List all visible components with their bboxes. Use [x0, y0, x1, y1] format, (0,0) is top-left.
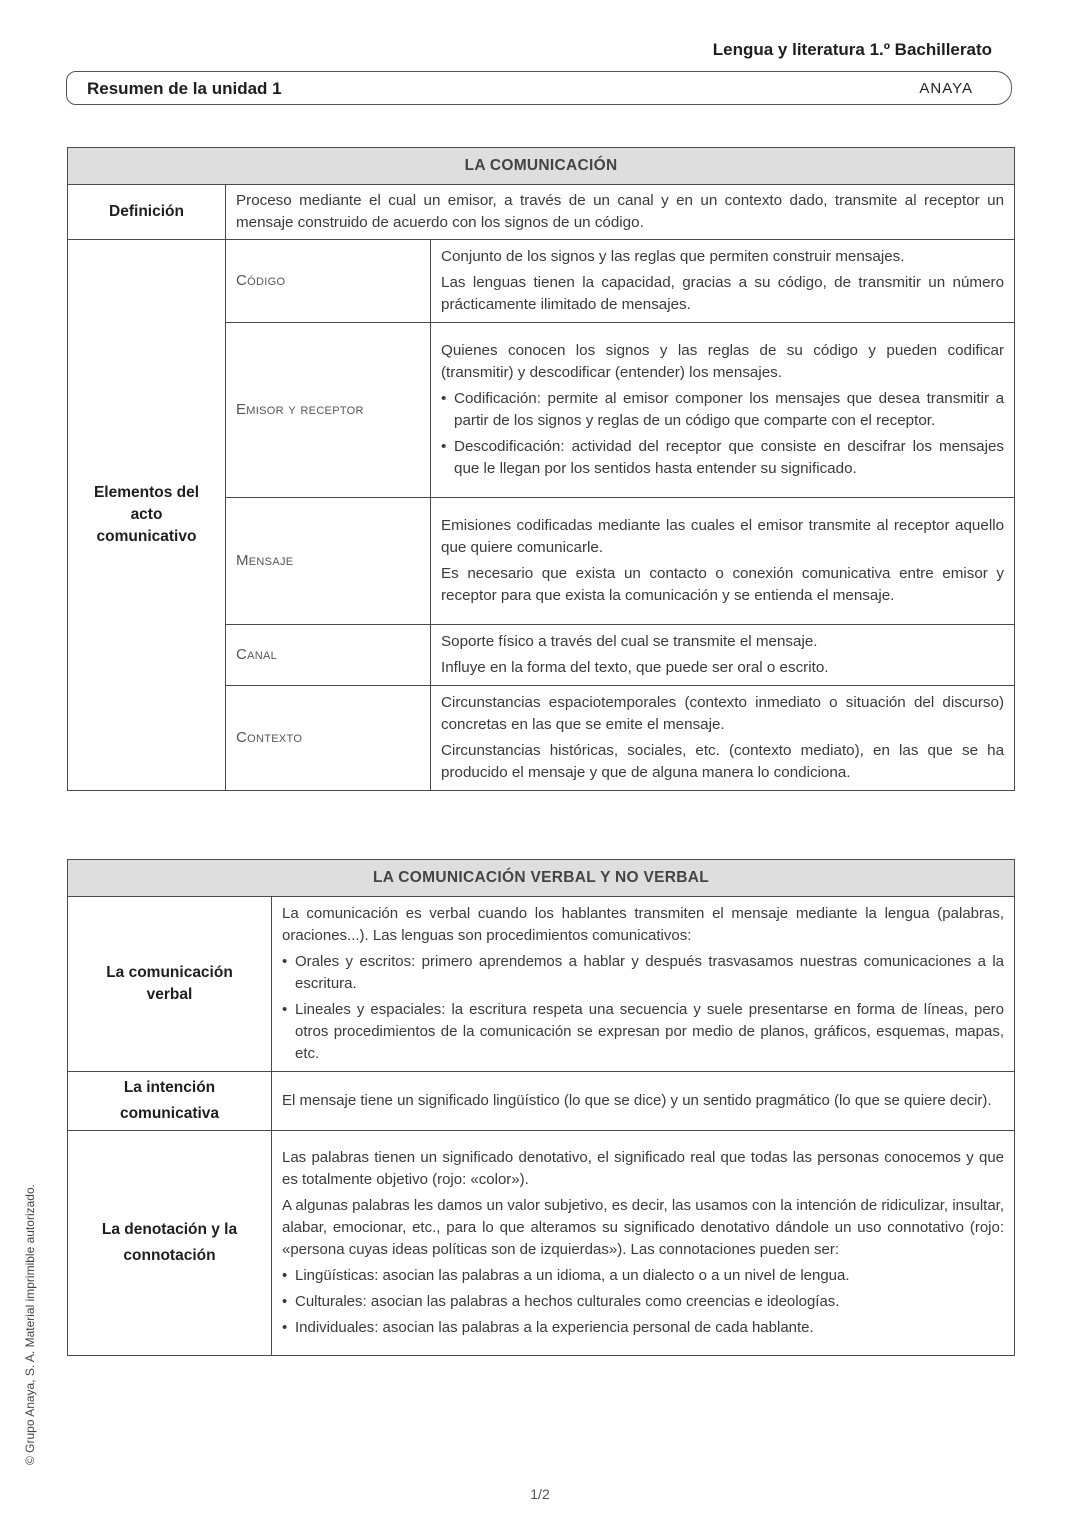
- table-la-comunicacion: [67, 147, 1015, 791]
- list-item: • Lineales y espaciales: la escritura respeta una secuencia y suele presentarse en forma de líneas, pero otros procedimientos de la comunicación se expresan por medio de planos, gráficos, esquemas, mapas, etc.: [282, 999, 1004, 1065]
- paragraph: Quienes conocen los signos y las reglas de su código y pueden codificar (transmitir) y descodificar (entender) los mensajes.: [441, 342, 1005, 381]
- bullet-list: [282, 1265, 1004, 1339]
- row-label: La comunicación verbal: [68, 897, 272, 1072]
- paragraph: Conjunto de los signos y las reglas que permiten construir mensajes.: [441, 248, 905, 265]
- paragraph: Soporte físico a través del cual se transmite el mensaje.: [441, 633, 818, 650]
- row-content: [272, 897, 1015, 1072]
- paragraph: Influye en la forma del texto, que puede ser oral o escrito.: [441, 659, 829, 676]
- row-label: La denotación y la connotación: [68, 1131, 272, 1356]
- table-title: LA COMUNICACIÓN: [68, 148, 1015, 185]
- list-item: • Orales y escritos: primero aprendemos a hablar y después trasvasamos nuestras comunicaciones a la escritura.: [282, 951, 1004, 995]
- unit-header-bar: [66, 71, 1012, 105]
- element-description: [431, 240, 1015, 323]
- list-item: • Lingüísticas: asocian las palabras a un idioma, a un dialecto o a un nivel de lengua.: [282, 1265, 1004, 1287]
- table-comunicacion-verbal: [67, 859, 1015, 1356]
- bullet-list: [441, 388, 1004, 480]
- element-name: Emisor y receptor: [226, 323, 431, 498]
- paragraph: A algunas palabras les damos un valor subjetivo, es decir, las usamos con la intención de ridiculizar, insultar, alabar, emocionar, etc., para lo que alteramos su significado denotativo dándole un uso connotativo (rojo: «persona cuyas ideas políticas son de izquierdas»). Las connotaciones pueden ser:: [282, 1197, 1005, 1258]
- paragraph: El mensaje tiene un significado lingüístico (lo que se dice) y un sentido pragmático (lo que se quiere decir).: [282, 1092, 992, 1109]
- bullet-list: [282, 951, 1004, 1065]
- anaya-logo-icon: ANAYA: [919, 80, 973, 97]
- table-title: LA COMUNICACIÓN VERBAL Y NO VERBAL: [68, 860, 1015, 897]
- row-label: Elementos del acto comunicativo: [68, 240, 226, 791]
- list-item: • Codificación: permite al emisor componer los mensajes que desea transmitir a partir de los signos y reglas de un código que comparte con el receptor.: [441, 388, 1004, 432]
- paragraph: Es necesario que exista un contacto o conexión comunicativa entre emisor y receptor para que exista la comunicación y se entienda el mensaje.: [441, 565, 1005, 604]
- paragraph: Las palabras tienen un significado denotativo, el significado real que todas las personas conocemos y que es totalmente objetivo (rojo: «color»).: [282, 1149, 1005, 1188]
- paragraph: Circunstancias históricas, sociales, etc. (contexto mediato), en las que se ha producido el mensaje y que de alguna manera lo condiciona.: [441, 742, 1005, 781]
- element-name: Mensaje: [226, 498, 431, 625]
- definition-text: Proceso mediante el cual un emisor, a través de un canal y en un contexto dado, transmite al receptor un mensaje construido de acuerdo con los signos de un código.: [226, 185, 1015, 240]
- element-description: [431, 686, 1015, 791]
- table-row-comunicacion-verbal: [68, 897, 1015, 1072]
- paragraph: Circunstancias espaciotemporales (contexto inmediato o situación del discurso) concretas en las que se emite el mensaje.: [441, 694, 1005, 733]
- paragraph: La comunicación es verbal cuando los hablantes transmiten el mensaje mediante la lengua (palabras, oraciones...). Las lenguas son procedimientos comunicativos:: [282, 905, 1005, 944]
- table-row-denotacion-connotacion: [68, 1131, 1015, 1356]
- row-label: La intención comunicativa: [68, 1072, 272, 1131]
- page-number: 1/2: [530, 1486, 550, 1502]
- copyright-notice: © Grupo Anaya, S. A. Material imprimible autorizado.: [23, 1184, 37, 1465]
- table-row-intencion-comunicativa: [68, 1072, 1015, 1131]
- element-description: [431, 498, 1015, 625]
- list-item: • Descodificación: actividad del receptor que consiste en descifrar los mensajes que le llegan por los sentidos hasta entender su significado.: [441, 436, 1004, 480]
- subject-title: Lengua y literatura 1.º Bachillerato: [712, 40, 992, 59]
- paragraph: Las lenguas tienen la capacidad, gracias a su código, de transmitir un número prácticamente ilimitado de mensajes.: [441, 274, 1005, 313]
- row-label: Definición: [68, 185, 226, 240]
- element-name: Canal: [226, 625, 431, 686]
- unit-title: Resumen de la unidad 1: [87, 79, 282, 98]
- row-content: [272, 1072, 1015, 1131]
- table-row-codigo: [68, 240, 1015, 323]
- paragraph: Emisiones codificadas mediante las cuales el emisor transmite al receptor aquello que quiere comunicarle.: [441, 517, 1005, 556]
- row-content: [272, 1131, 1015, 1356]
- element-name: Contexto: [226, 686, 431, 791]
- table-row-definicion: [68, 185, 1015, 240]
- list-item: • Individuales: asocian las palabras a la experiencia personal de cada hablante.: [282, 1317, 1004, 1339]
- element-description: [431, 323, 1015, 498]
- element-description: [431, 625, 1015, 686]
- list-item: • Culturales: asocian las palabras a hechos culturales como creencias e ideologías.: [282, 1291, 1004, 1313]
- element-name: Código: [226, 240, 431, 323]
